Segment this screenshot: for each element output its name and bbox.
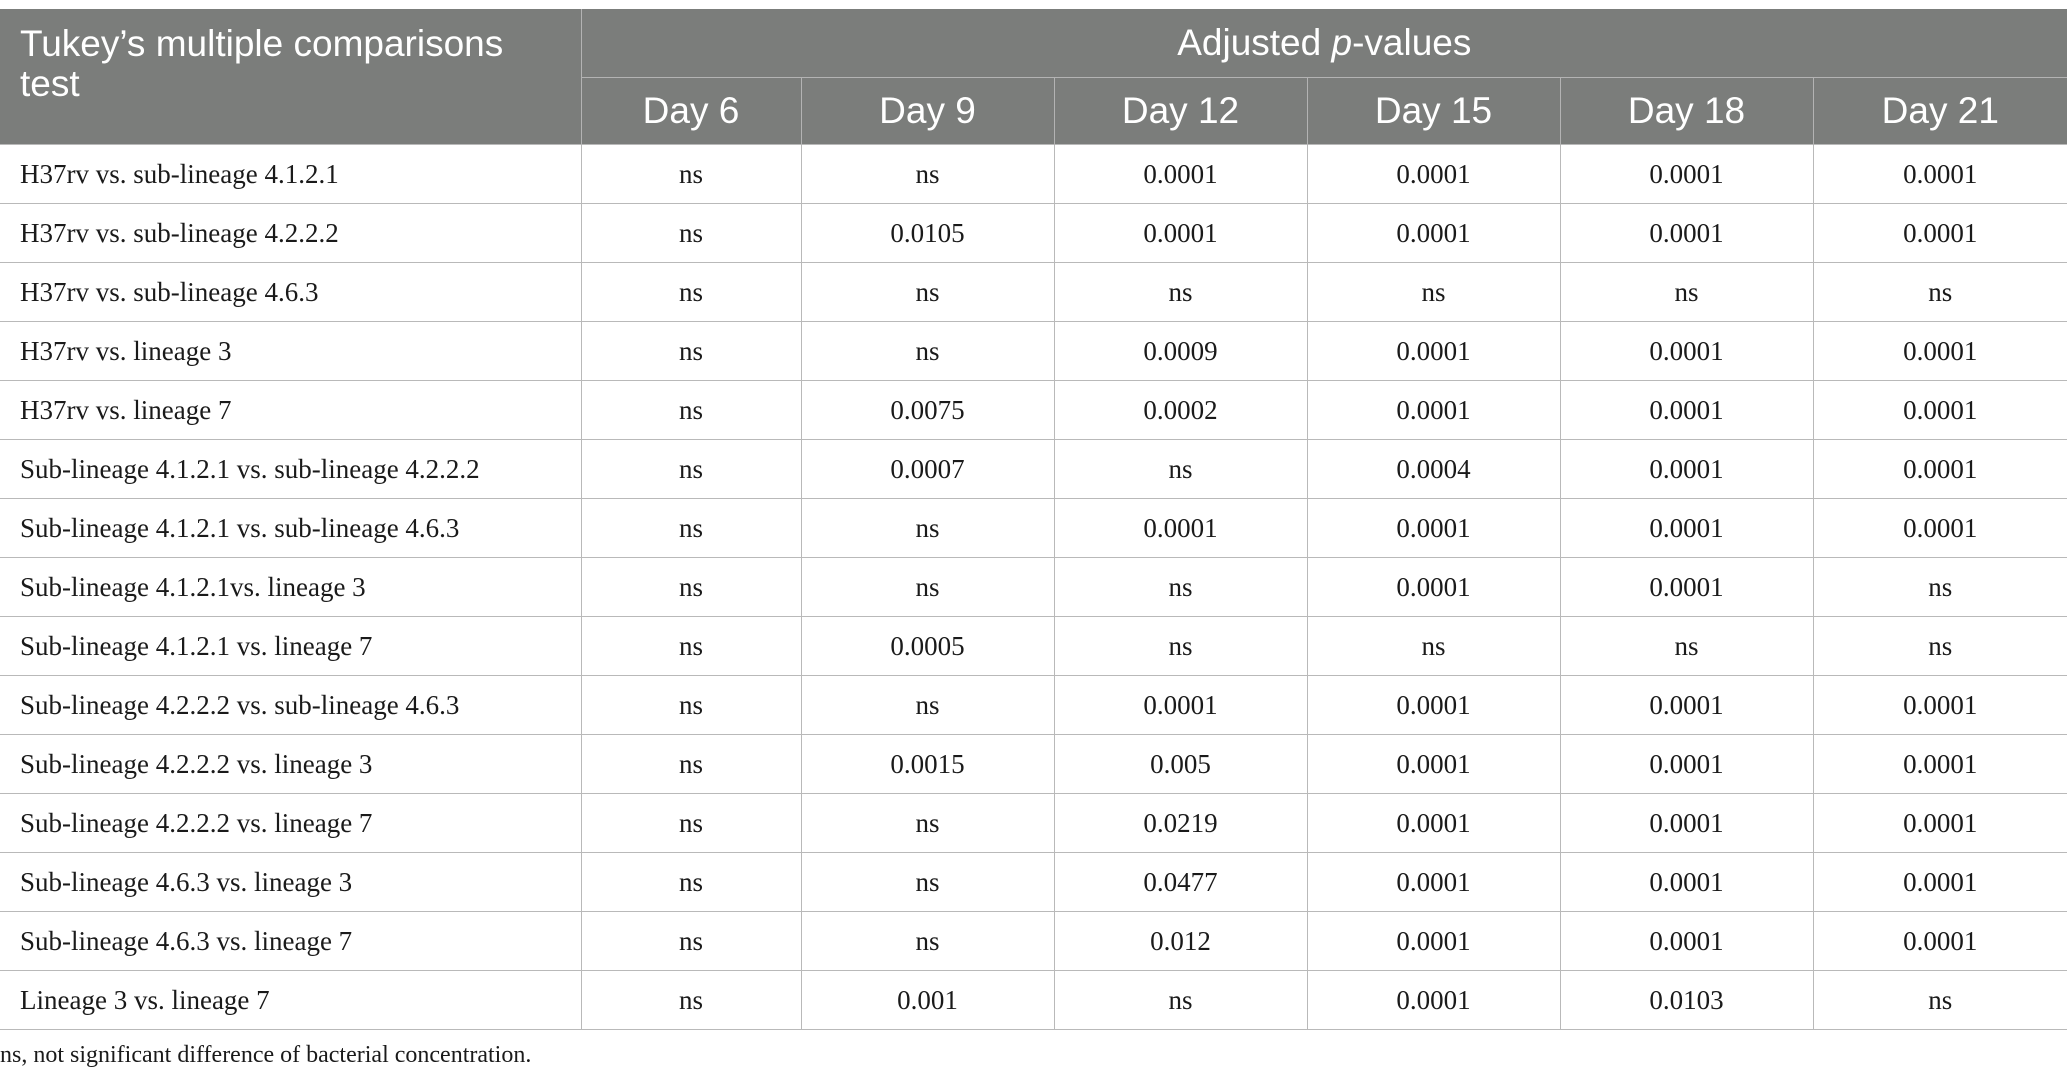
comparison-label: Sub-lineage 4.1.2.1 vs. sub-lineage 4.6.3 bbox=[0, 499, 581, 558]
p-value-cell: 0.005 bbox=[1054, 735, 1307, 794]
p-value-cell: ns bbox=[801, 558, 1054, 617]
p-value-cell: ns bbox=[581, 558, 801, 617]
p-value-cell: ns bbox=[581, 204, 801, 263]
comparison-label: Sub-lineage 4.2.2.2 vs. lineage 3 bbox=[0, 735, 581, 794]
p-value-cell: 0.0001 bbox=[1307, 381, 1560, 440]
p-value-cell: ns bbox=[581, 322, 801, 381]
p-value-cell: 0.0001 bbox=[1560, 676, 1813, 735]
p-value-cell: 0.0001 bbox=[1307, 499, 1560, 558]
p-value-cell: 0.0477 bbox=[1054, 853, 1307, 912]
table-row bbox=[0, 735, 2067, 794]
p-value-cell: 0.0005 bbox=[801, 617, 1054, 676]
table-row bbox=[0, 499, 2067, 558]
p-value-cell: ns bbox=[801, 499, 1054, 558]
p-value-cell: ns bbox=[1054, 263, 1307, 322]
comparison-label: Sub-lineage 4.1.2.1 vs. lineage 7 bbox=[0, 617, 581, 676]
p-value-cell: ns bbox=[801, 853, 1054, 912]
p-value-cell: ns bbox=[1813, 558, 2067, 617]
p-value-cell: 0.0002 bbox=[1054, 381, 1307, 440]
table-row bbox=[0, 912, 2067, 971]
p-value-cell: 0.0004 bbox=[1307, 440, 1560, 499]
p-value-cell: 0.0001 bbox=[1054, 145, 1307, 204]
table-row bbox=[0, 263, 2067, 322]
p-value-cell: 0.0001 bbox=[1560, 912, 1813, 971]
p-value-cell: 0.0001 bbox=[1813, 145, 2067, 204]
table-row bbox=[0, 676, 2067, 735]
comparison-label: H37rv vs. lineage 7 bbox=[0, 381, 581, 440]
table-row bbox=[0, 440, 2067, 499]
table-row bbox=[0, 617, 2067, 676]
comparison-label: H37rv vs. lineage 3 bbox=[0, 322, 581, 381]
p-value-cell: 0.0001 bbox=[1813, 381, 2067, 440]
p-value-cell: 0.0001 bbox=[1560, 204, 1813, 263]
p-value-cell: ns bbox=[801, 794, 1054, 853]
comparison-label: Sub-lineage 4.1.2.1 vs. sub-lineage 4.2.2.2 bbox=[0, 440, 581, 499]
table-row bbox=[0, 853, 2067, 912]
p-value-cell: 0.0001 bbox=[1813, 676, 2067, 735]
p-value-cell: 0.0001 bbox=[1307, 853, 1560, 912]
p-value-cell: 0.0001 bbox=[1813, 440, 2067, 499]
p-value-cell: 0.0001 bbox=[1813, 794, 2067, 853]
p-value-cell: 0.001 bbox=[801, 971, 1054, 1030]
p-value-cell: 0.0001 bbox=[1813, 853, 2067, 912]
p-value-cell: ns bbox=[1054, 558, 1307, 617]
p-value-cell: 0.0001 bbox=[1560, 558, 1813, 617]
table-body bbox=[0, 145, 2067, 1030]
p-value-cell: ns bbox=[581, 912, 801, 971]
p-value-cell: 0.0001 bbox=[1307, 971, 1560, 1030]
p-value-cell: 0.0001 bbox=[1560, 499, 1813, 558]
p-value-cell: 0.0001 bbox=[1054, 499, 1307, 558]
p-value-cell: ns bbox=[1560, 617, 1813, 676]
p-value-cell: 0.0001 bbox=[1813, 735, 2067, 794]
p-value-cell: ns bbox=[801, 263, 1054, 322]
p-value-cell: ns bbox=[581, 794, 801, 853]
p-value-cell: 0.0007 bbox=[801, 440, 1054, 499]
p-value-cell: 0.0001 bbox=[1054, 204, 1307, 263]
p-value-cell: 0.0001 bbox=[1813, 912, 2067, 971]
comparison-label: Lineage 3 vs. lineage 7 bbox=[0, 971, 581, 1030]
p-value-cell: 0.0001 bbox=[1560, 794, 1813, 853]
table-header bbox=[0, 9, 2067, 145]
p-value-cell: 0.0001 bbox=[1560, 440, 1813, 499]
table-row bbox=[0, 971, 2067, 1030]
p-value-cell: ns bbox=[801, 912, 1054, 971]
day-column-header: Day 6 bbox=[581, 78, 801, 145]
table-row bbox=[0, 322, 2067, 381]
p-value-cell: ns bbox=[1813, 971, 2067, 1030]
p-value-cell: 0.0001 bbox=[1307, 735, 1560, 794]
p-value-cell: ns bbox=[1054, 617, 1307, 676]
p-value-cell: 0.0001 bbox=[1560, 145, 1813, 204]
p-value-cell: ns bbox=[1813, 263, 2067, 322]
table-footnote: ns, not significant difference of bacterial concentration. bbox=[0, 1042, 532, 1068]
p-value-cell: ns bbox=[801, 145, 1054, 204]
day-column-header: Day 15 bbox=[1307, 78, 1560, 145]
p-value-cell: 0.0105 bbox=[801, 204, 1054, 263]
comparison-label: H37rv vs. sub-lineage 4.2.2.2 bbox=[0, 204, 581, 263]
p-value-cell: ns bbox=[1307, 617, 1560, 676]
p-value-cell: ns bbox=[1054, 971, 1307, 1030]
p-value-cell: ns bbox=[581, 971, 801, 1030]
comparison-label: H37rv vs. sub-lineage 4.6.3 bbox=[0, 263, 581, 322]
day-column-header: Day 21 bbox=[1813, 78, 2067, 145]
p-value-cell: 0.0001 bbox=[1813, 499, 2067, 558]
p-value-cell: ns bbox=[581, 145, 801, 204]
p-value-cell: 0.0103 bbox=[1560, 971, 1813, 1030]
p-value-cell: ns bbox=[581, 381, 801, 440]
p-value-cell: 0.0001 bbox=[1560, 735, 1813, 794]
comparison-label: Sub-lineage 4.2.2.2 vs. sub-lineage 4.6.3 bbox=[0, 676, 581, 735]
comparison-column-header: Tukey’s multiple comparisons test bbox=[0, 9, 581, 145]
p-value-cell: ns bbox=[581, 440, 801, 499]
comparison-label: Sub-lineage 4.1.2.1vs. lineage 3 bbox=[0, 558, 581, 617]
p-value-cell: 0.0001 bbox=[1560, 381, 1813, 440]
day-column-header: Day 18 bbox=[1560, 78, 1813, 145]
p-value-cell: 0.0009 bbox=[1054, 322, 1307, 381]
comparison-label: Sub-lineage 4.6.3 vs. lineage 7 bbox=[0, 912, 581, 971]
table-row bbox=[0, 204, 2067, 263]
p-value-cell: 0.0001 bbox=[1054, 676, 1307, 735]
p-value-cell: 0.0001 bbox=[1813, 204, 2067, 263]
p-value-cell: 0.0001 bbox=[1307, 558, 1560, 617]
table-row bbox=[0, 381, 2067, 440]
comparison-label: Sub-lineage 4.6.3 vs. lineage 3 bbox=[0, 853, 581, 912]
p-value-cell: 0.0075 bbox=[801, 381, 1054, 440]
p-value-cell: 0.0001 bbox=[1813, 322, 2067, 381]
comparison-label: H37rv vs. sub-lineage 4.1.2.1 bbox=[0, 145, 581, 204]
adjusted-header-prefix: Adjusted bbox=[1177, 22, 1332, 63]
p-value-cell: ns bbox=[1307, 263, 1560, 322]
table-row bbox=[0, 558, 2067, 617]
p-value-cell: 0.0001 bbox=[1307, 912, 1560, 971]
p-value-cell: 0.0001 bbox=[1307, 794, 1560, 853]
p-value-cell: 0.0015 bbox=[801, 735, 1054, 794]
p-value-cell: 0.0001 bbox=[1560, 322, 1813, 381]
p-value-cell: ns bbox=[581, 617, 801, 676]
adjusted-header-italic: p bbox=[1331, 22, 1353, 63]
adjusted-pvalues-header bbox=[581, 9, 2067, 78]
day-column-header: Day 12 bbox=[1054, 78, 1307, 145]
p-value-cell: ns bbox=[1560, 263, 1813, 322]
p-value-cell: 0.0001 bbox=[1307, 204, 1560, 263]
adjusted-header-suffix: -values bbox=[1352, 22, 1472, 63]
p-value-cell: ns bbox=[581, 263, 801, 322]
p-value-cell: ns bbox=[581, 853, 801, 912]
p-value-cell: ns bbox=[581, 499, 801, 558]
p-value-cell: 0.0001 bbox=[1307, 322, 1560, 381]
p-value-cell: ns bbox=[801, 676, 1054, 735]
p-value-cell: 0.0001 bbox=[1307, 145, 1560, 204]
p-value-cell: ns bbox=[581, 735, 801, 794]
p-value-cell: ns bbox=[801, 322, 1054, 381]
comparisons-table bbox=[0, 9, 2067, 1030]
p-value-cell: ns bbox=[1054, 440, 1307, 499]
p-value-cell: ns bbox=[1813, 617, 2067, 676]
p-value-cell: 0.0001 bbox=[1307, 676, 1560, 735]
table-row bbox=[0, 145, 2067, 204]
p-value-cell: 0.0219 bbox=[1054, 794, 1307, 853]
p-value-cell: ns bbox=[581, 676, 801, 735]
p-value-cell: 0.012 bbox=[1054, 912, 1307, 971]
comparison-label: Sub-lineage 4.2.2.2 vs. lineage 7 bbox=[0, 794, 581, 853]
day-column-header: Day 9 bbox=[801, 78, 1054, 145]
p-value-cell: 0.0001 bbox=[1560, 853, 1813, 912]
table-row bbox=[0, 794, 2067, 853]
